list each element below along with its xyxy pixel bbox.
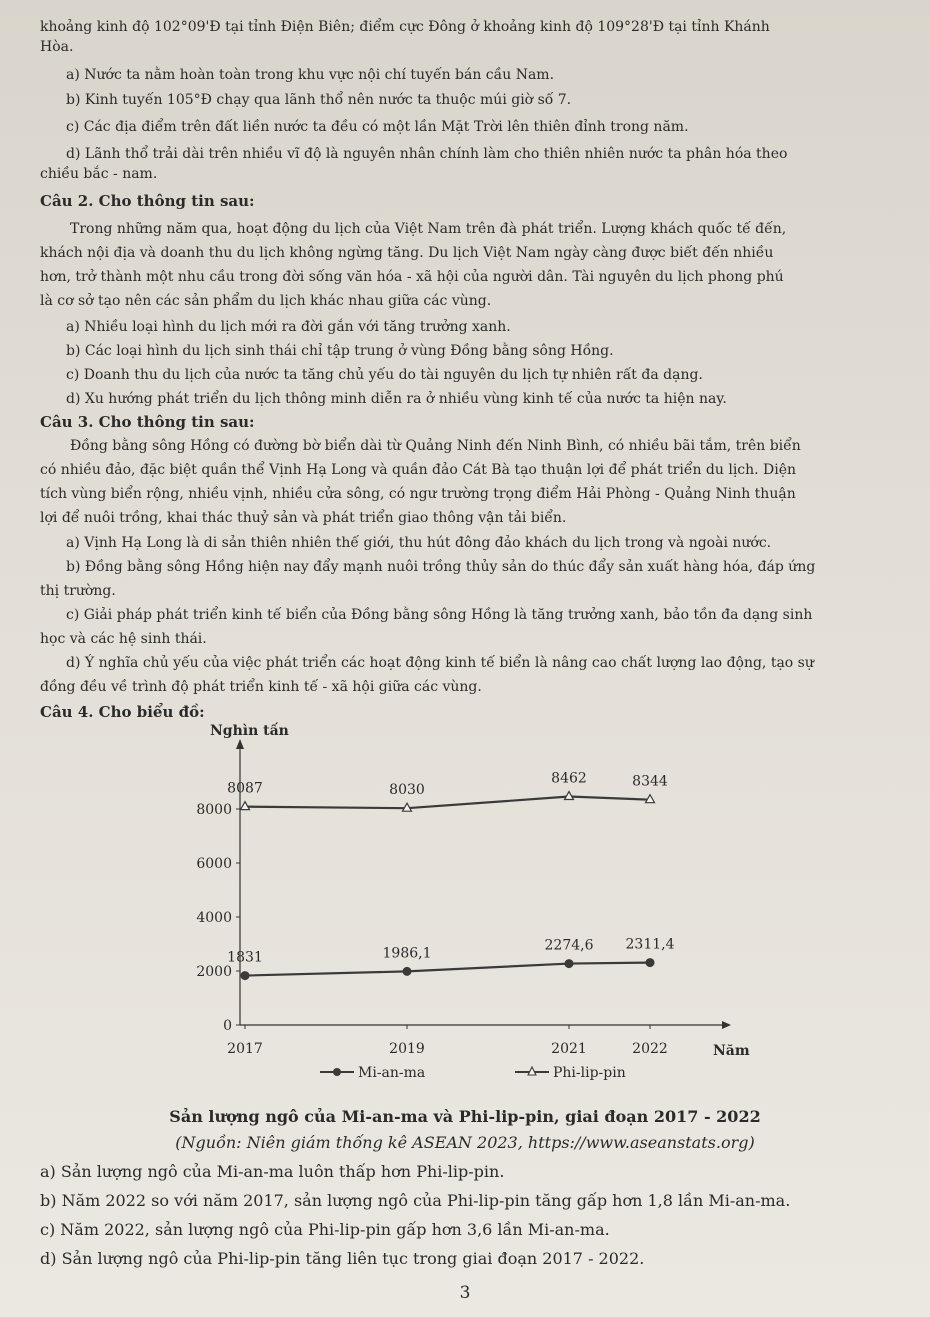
q1-text-line-1: khoảng kinh độ 102°09'Đ tại tỉnh Điện Biên; điểm cực Đông ở khoảng kinh độ 109°28'Đ tại tỉnh Khánh bbox=[40, 19, 770, 35]
data-label-1: 8462 bbox=[551, 770, 587, 787]
q1-option-d-line-2: chiều bắc - nam. bbox=[40, 166, 158, 182]
q3-option-d-line-2: đồng đều về trình độ phát triển kinh tế - xã hội giữa các vùng. bbox=[40, 679, 482, 695]
q1-option-c: c) Các địa điểm trên đất liền nước ta đều có một lần Mặt Trời lên thiên đỉnh trong năm. bbox=[66, 119, 689, 135]
q3-paragraph-line-2: có nhiều đảo, đặc biệt quần thể Vịnh Hạ Long và quần đảo Cát Bà tạo thuận lợi để phát triển du lịch. Diện bbox=[40, 462, 797, 478]
chart-caption: Sản lượng ngô của Mi-an-ma và Phi-lip-pin, giai đoạn 2017 - 2022 bbox=[169, 1107, 761, 1126]
q3-option-d-line-1: d) Ý nghĩa chủ yếu của việc phát triển các hoạt động kinh tế biển là nâng cao chất lượng lao động, tạo sự bbox=[66, 655, 814, 671]
x-axis-label: Năm bbox=[713, 1043, 750, 1059]
series-line-1 bbox=[245, 797, 650, 809]
q4-option-d: d) Sản lượng ngô của Phi-lip-pin tăng liên tục trong giai đoạn 2017 - 2022. bbox=[40, 1249, 645, 1268]
q4-option-c: c) Năm 2022, sản lượng ngô của Phi-lip-pin gấp hơn 3,6 lần Mi-an-ma. bbox=[40, 1220, 610, 1239]
q2-paragraph-line-2: khách nội địa và doanh thu du lịch không ngừng tăng. Du lịch Việt Nam ngày càng được biết đến nhiều bbox=[40, 245, 774, 261]
q3-title: Câu 3. Cho thông tin sau: bbox=[40, 413, 255, 431]
x-tick-label: 2017 bbox=[227, 1041, 263, 1057]
q2-option-a: a) Nhiều loại hình du lịch mới ra đời gắn với tăng trưởng xanh. bbox=[66, 319, 511, 335]
x-axis-arrow bbox=[722, 1021, 731, 1029]
x-tick-label: 2021 bbox=[551, 1041, 587, 1057]
data-label-0: 1986,1 bbox=[382, 945, 432, 962]
series-point-0 bbox=[403, 967, 412, 976]
q4-option-a: a) Sản lượng ngô của Mi-an-ma luôn thấp hơn Phi-lip-pin. bbox=[40, 1162, 505, 1181]
q2-option-b: b) Các loại hình du lịch sinh thái chỉ tập trung ở vùng Đồng bằng sông Hồng. bbox=[66, 343, 614, 359]
q1-text-line-2: Hòa. bbox=[40, 39, 74, 55]
data-label-0: 2311,4 bbox=[625, 936, 675, 953]
legend-label-0: Mi-an-ma bbox=[358, 1065, 426, 1081]
data-label-1: 8344 bbox=[632, 773, 668, 790]
q3-paragraph-line-3: tích vùng biển rộng, nhiều vịnh, nhiều cửa sông, có ngư trường trọng điểm Hải Phòng - Quảng Ninh thuận bbox=[40, 486, 796, 502]
q1-option-d-line-1: d) Lãnh thổ trải dài trên nhiều vĩ độ là nguyên nhân chính làm cho thiên nhiên nước ta phân hóa theo bbox=[66, 146, 788, 162]
series-point-1 bbox=[565, 792, 574, 800]
q3-option-a: a) Vịnh Hạ Long là di sản thiên nhiên thế giới, thu hút đông đảo khách du lịch trong và ngoài nước. bbox=[66, 535, 772, 551]
y-tick-label: 4000 bbox=[196, 910, 232, 926]
data-label-0: 2274,6 bbox=[544, 937, 594, 954]
q3-option-b-line-2: thị trường. bbox=[40, 583, 116, 599]
q3-paragraph-line-1: Đồng bằng sông Hồng có đường bờ biển dài từ Quảng Ninh đến Ninh Bình, có nhiều bãi tắm, trên biển bbox=[70, 438, 801, 454]
q2-paragraph-line-4: là cơ sở tạo nên các sản phẩm du lịch khác nhau giữa các vùng. bbox=[40, 293, 492, 309]
legend-marker-0 bbox=[333, 1068, 341, 1076]
data-label-0: 1831 bbox=[227, 949, 263, 966]
q3-option-c-line-2: học và các hệ sinh thái. bbox=[40, 631, 207, 647]
q1-option-a: a) Nước ta nằm hoàn toàn trong khu vực nội chí tuyến bán cầu Nam. bbox=[66, 67, 555, 83]
y-tick-label: 8000 bbox=[196, 802, 232, 818]
q4-option-b: b) Năm 2022 so với năm 2017, sản lượng ngô của Phi-lip-pin tăng gấp hơn 1,8 lần Mi-an-ma. bbox=[40, 1191, 791, 1210]
y-tick-label: 2000 bbox=[196, 964, 232, 980]
y-axis-label: Nghìn tấn bbox=[210, 723, 289, 739]
series-point-0 bbox=[646, 958, 655, 967]
q3-option-b-line-1: b) Đồng bằng sông Hồng hiện nay đẩy mạnh nuôi trồng thủy sản do thúc đẩy sản xuất hàng hóa, đáp ứng bbox=[66, 559, 816, 575]
chart-source: (Nguồn: Niên giám thống kê ASEAN 2023, https://www.aseanstats.org) bbox=[175, 1133, 755, 1152]
q1-option-b: b) Kinh tuyến 105°Đ chạy qua lãnh thổ nên nước ta thuộc múi giờ số 7. bbox=[66, 92, 572, 108]
q2-paragraph-line-3: hơn, trở thành một nhu cầu trong đời sống văn hóa - xã hội của người dân. Tài nguyên du lịch phong phú bbox=[40, 269, 784, 285]
q3-paragraph-line-4: lợi để nuôi trồng, khai thác thuỷ sản và phát triển giao thông vận tải biển. bbox=[40, 510, 567, 526]
page-number: 3 bbox=[459, 1283, 471, 1303]
corn-production-line-chart bbox=[180, 715, 780, 1095]
legend-label-1: Phi-lip-pin bbox=[553, 1065, 626, 1081]
q3-option-c-line-1: c) Giải pháp phát triển kinh tế biển của Đồng bằng sông Hồng là tăng trưởng xanh, bảo tồn đa dạng sinh bbox=[66, 607, 813, 623]
q2-option-d: d) Xu hướng phát triển du lịch thông minh diễn ra ở nhiều vùng kinh tế của nước ta hiện nay. bbox=[66, 391, 727, 407]
series-line-0 bbox=[245, 963, 650, 976]
q2-paragraph-line-1: Trong những năm qua, hoạt động du lịch của Việt Nam trên đà phát triển. Lượng khách quốc tế đến, bbox=[70, 221, 787, 237]
q2-option-c: c) Doanh thu du lịch của nước ta tăng chủ yếu do tài nguyên du lịch tự nhiên rất đa dạng. bbox=[66, 367, 703, 383]
data-label-1: 8087 bbox=[227, 780, 263, 797]
q4-title: Câu 4. Cho biểu đồ: bbox=[40, 703, 205, 721]
y-tick-label: 6000 bbox=[196, 856, 232, 872]
y-axis-arrow bbox=[236, 739, 244, 749]
x-tick-label: 2019 bbox=[389, 1041, 425, 1057]
series-point-0 bbox=[241, 971, 250, 980]
y-tick-label: 0 bbox=[223, 1018, 232, 1034]
q2-title: Câu 2. Cho thông tin sau: bbox=[40, 192, 255, 210]
data-label-1: 8030 bbox=[389, 782, 425, 799]
series-point-0 bbox=[565, 959, 574, 968]
x-tick-label: 2022 bbox=[632, 1041, 668, 1057]
